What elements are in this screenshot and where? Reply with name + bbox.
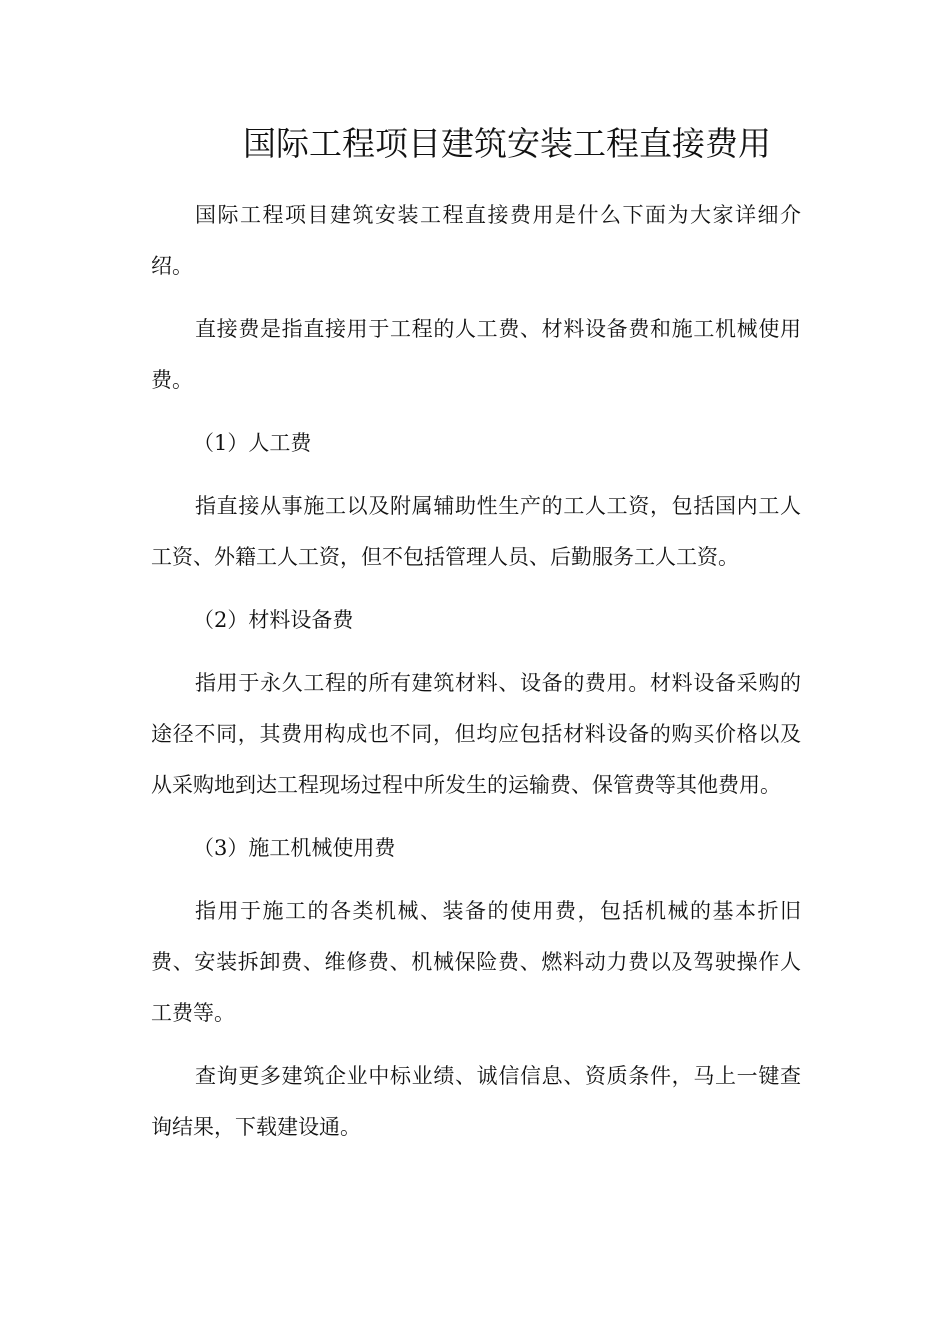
section-text-materials: 指用于永久工程的所有建筑材料、设备的费用。材料设备采购的途径不同，其费用构成也不同，但均应包括材料设备的购买价格以及从采购地到达工程现场过程中所发生的运输费、保管费等其他费用。 [151,671,801,797]
section-heading-materials: （2）材料设备费 [193,608,354,632]
section-heading-machinery: （3）施工机械使用费 [193,836,396,860]
section-heading-labor: （1）人工费 [193,431,312,455]
document-title: 国际工程项目建筑安装工程直接费用 [243,124,771,163]
intro-paragraph: 国际工程项目建筑安装工程直接费用是什么下面为大家详细介绍。 [151,203,801,278]
section-text-labor: 指直接从事施工以及附属辅助性生产的工人工资，包括国内工人工资、外籍工人工资，但不包括管理人员、后勤服务工人工资。 [151,494,801,569]
closing-paragraph: 查询更多建筑企业中标业绩、诚信信息、资质条件，马上一键查询结果，下载建设通。 [151,1064,801,1139]
definition-paragraph: 直接费是指直接用于工程的人工费、材料设备费和施工机械使用费。 [151,317,801,392]
document-body [151,190,801,1165]
section-text-machinery: 指用于施工的各类机械、装备的使用费，包括机械的基本折旧费、安装拆卸费、维修费、机械保险费、燃料动力费以及驾驶操作人工费等。 [151,899,801,1025]
